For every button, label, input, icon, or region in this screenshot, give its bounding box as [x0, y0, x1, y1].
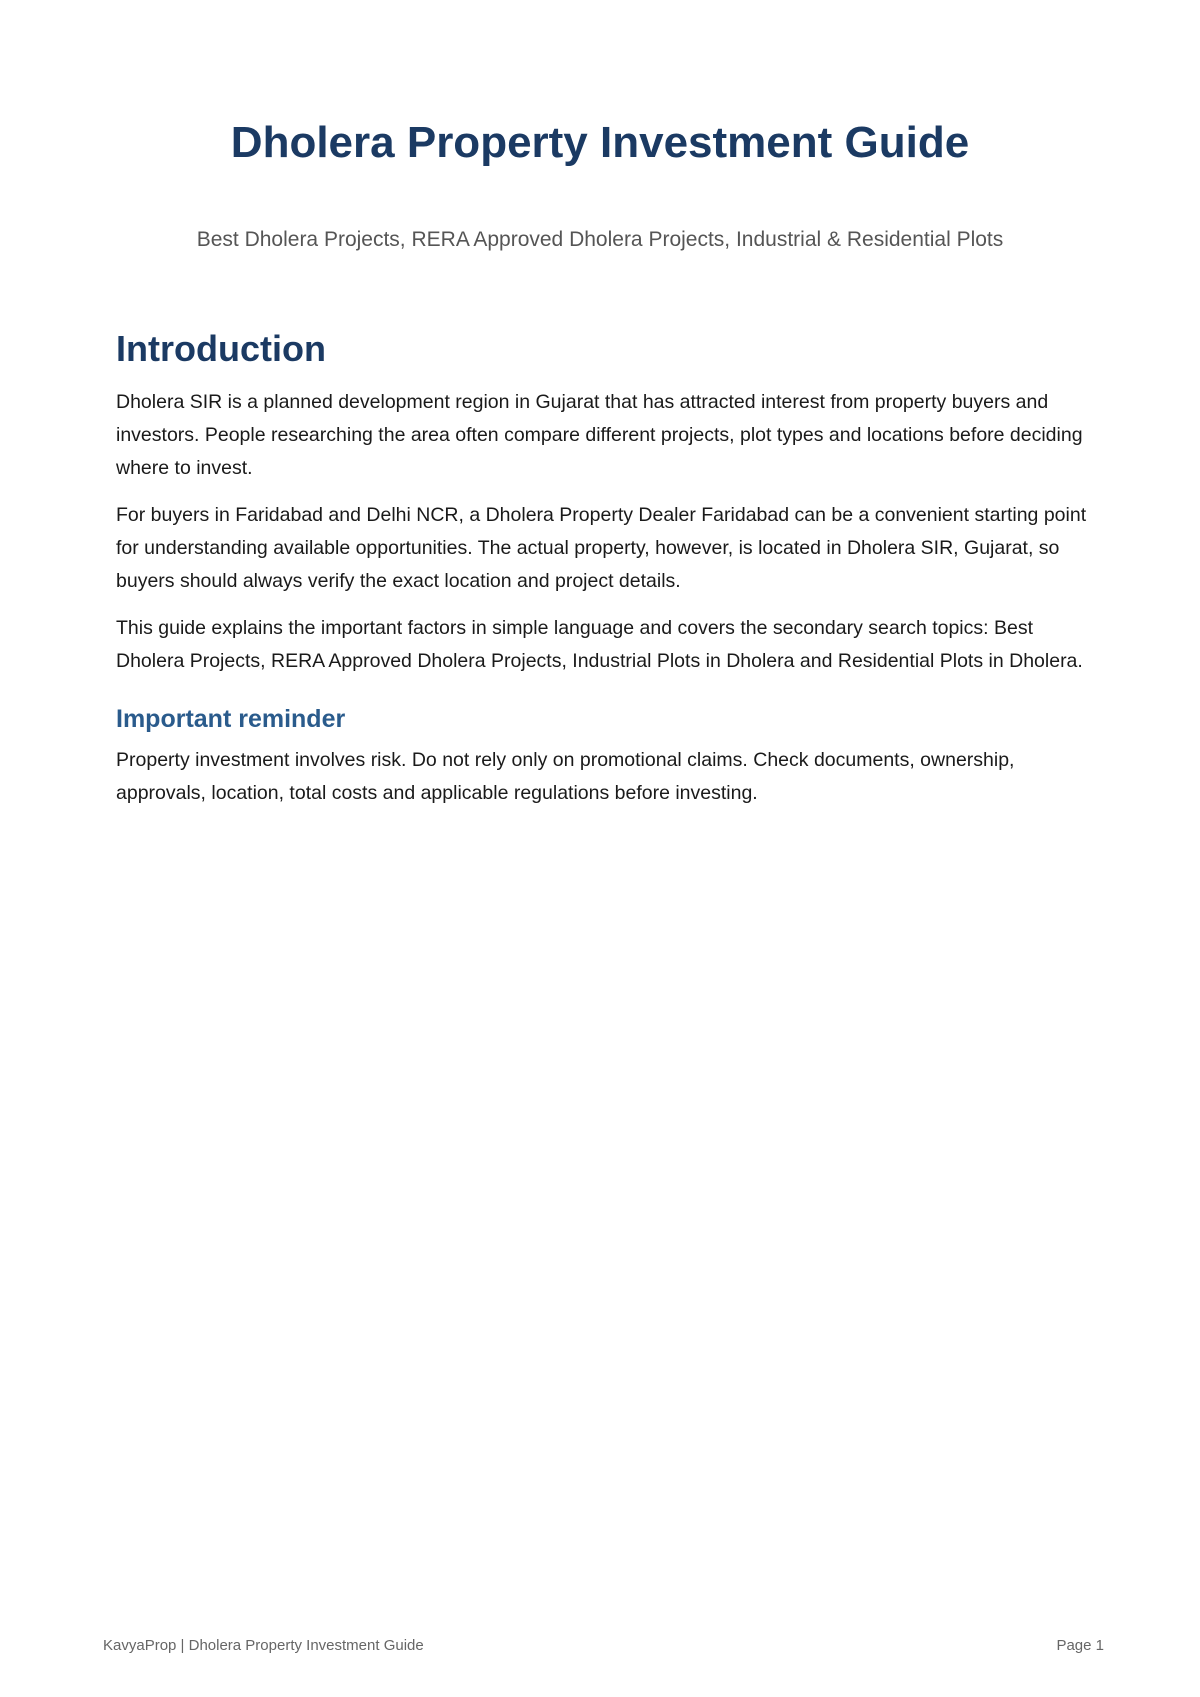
- document-body: [116, 326, 1096, 824]
- document-subtitle: Best Dholera Projects, RERA Approved Dholera Projects, Industrial & Residential Plots: [196, 228, 1004, 251]
- intro-paragraph-2: For buyers in Faridabad and Delhi NCR, a Dholera Property Dealer Faridabad can be a convenient starting point for understanding available opportunities. The actual property, however, is located in Dholera SIR, Gujarat, so buyers should always verify the exact location and project details.: [116, 504, 1087, 592]
- intro-paragraph-3: This guide explains the important factors in simple language and covers the secondary search topics: Best Dholera Projects, RERA Approved Dholera Projects, Industrial Plots in Dholera and Residential Plots in Dholera.: [116, 617, 1083, 672]
- footer-page-number: Page 1: [1056, 1637, 1104, 1654]
- section-heading-introduction: Introduction: [116, 328, 326, 369]
- subsection-heading-important-reminder: Important reminder: [116, 705, 346, 733]
- footer-document-label: KavyaProp | Dholera Property Investment Guide: [103, 1637, 424, 1654]
- reminder-paragraph: Property investment involves risk. Do not rely only on promotional claims. Check documents, ownership, approvals, location, total costs and applicable regulations before investing.: [116, 749, 1015, 804]
- intro-paragraph-1: Dholera SIR is a planned development region in Gujarat that has attracted interest from property buyers and investors. People researching the area often compare different projects, plot types and locations before deciding where to invest.: [116, 391, 1083, 479]
- document-title: Dholera Property Investment Guide: [230, 118, 970, 167]
